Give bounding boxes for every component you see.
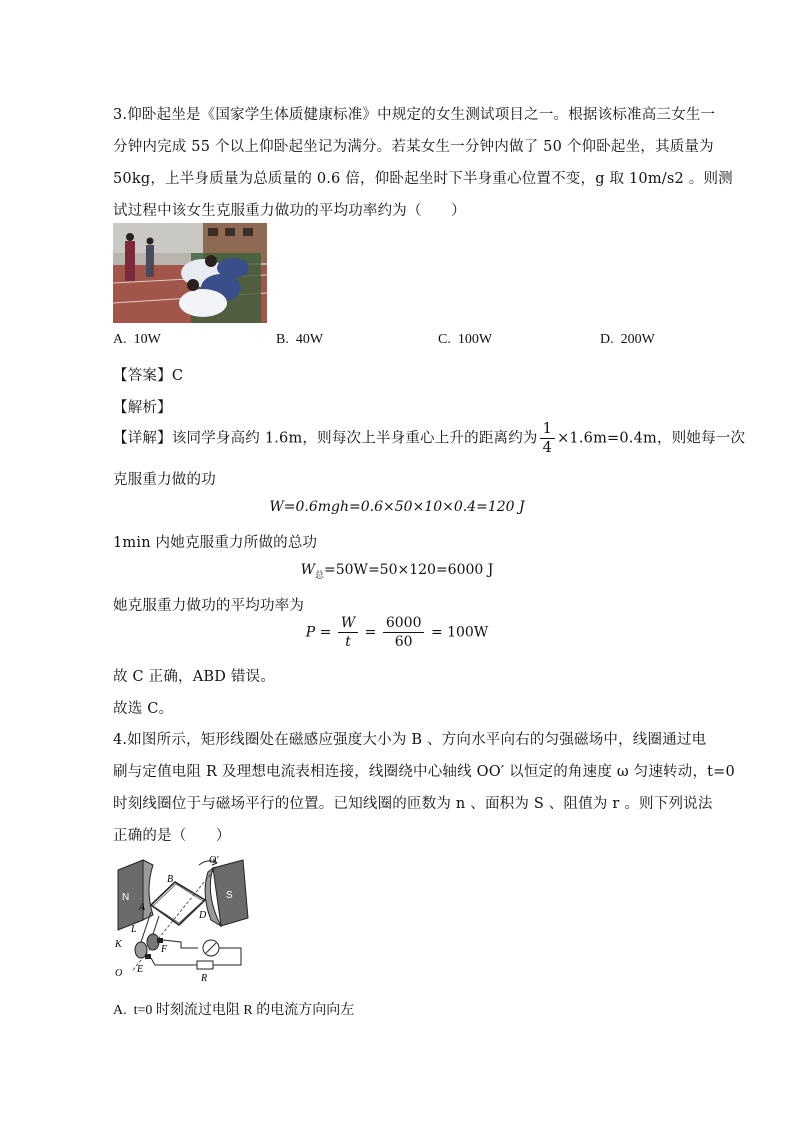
q3-stem-line-4: 试过程中该女生克服重力做功的平均功率约为（ ） [113,203,466,219]
q3-option-c: C. 100W [438,332,493,347]
q3-conclusion-2: 故选 C。 [113,701,174,717]
label-o-prime: O′ [209,855,219,866]
q4-stem-line-1: 4.如图所示，矩形线圈处在磁感应强度大小为 B 、方向水平向右的匀强磁场中，线圈通过电 [113,732,707,748]
q3-analysis-label: 【解析】 [113,400,172,416]
situp-photo-illustration [113,223,267,323]
label-d: D [199,910,207,921]
label-n: N [122,892,130,903]
q3-option-b: B. 40W [276,332,324,347]
q3-formula-power: P = $\frac{W}{t}$ = $\frac{6000}{60}$ = 100W [305,615,489,650]
q4-stem-line-4: 正确的是（ ） [113,828,231,844]
q4-stem-line-3: 时刻线圈位于与磁场平行的位置。已知线圈的匝数为 n 、面积为 S 、阻值为 r 。则下列说法 [113,796,713,812]
q4-option-a: A. t=0 时刻流过电阻 R 的电流方向向左 [113,1003,355,1018]
generator-diagram-svg [113,850,253,985]
q3-detail-line-3: 1min 内她克服重力所做的总功 [113,535,318,551]
q3-formula-total-work: $W_总=50W=50\times 120=6000$ J [300,562,494,581]
label-s: S [226,890,233,901]
label-r: R [201,973,208,984]
q3-detail-line-2: 克服重力做的功 [113,472,216,488]
q3-stem-line-1: 3.仰卧起坐是《国家学生体质健康标准》中规定的女生测试项目之一。根据该标准高三女生一 [113,107,716,123]
q3-option-a: A. 10W [113,332,161,347]
label-a: A [139,902,146,913]
label-o: O [115,968,123,979]
label-e: E [137,964,144,975]
generator-coil-diagram [113,850,253,985]
q3-stem-line-2: 分钟内完成 55 个以上仰卧起坐记为满分。若某女生一分钟内做了 50 个仰卧起坐，其质量为 [113,139,714,155]
q3-conclusion-1: 故 C 正确，ABD 错误。 [113,669,275,685]
q4-stem-line-2: 刷与定值电阻 R 及理想电流表相连接，线圈绕中心轴线 OO′ 以恒定的角速度 ω 匀速转动，t=0 [113,764,735,780]
label-f: F [161,944,168,955]
q3-formula-work: W=0.6mgh=0.6×50×10×0.4=120 J [269,499,525,515]
q3-detail-line-1: 【详解】该同学身高约 1.6m，则每次上半身重心上升的距离约为 $\frac{1}{4}$ ×1.6m=0.4m，则她每一次 [113,421,746,456]
q3-detail-line-4: 她克服重力做功的平均功率为 [113,598,305,614]
label-k: K [115,939,122,950]
label-b: B [167,874,174,885]
label-l: L [131,924,137,935]
q3-option-d: D. 200W [600,332,655,347]
fraction-one-quarter: $\frac{1}{4}$ [540,420,555,457]
situp-test-photo [113,223,267,323]
q3-stem-line-3: 50kg，上半身质量为总质量的 0.6 倍，仰卧起坐时下半身重心位置不变，g 取 10m/s2 。则测 [113,171,733,187]
q3-answer: 【答案】C [113,368,184,384]
